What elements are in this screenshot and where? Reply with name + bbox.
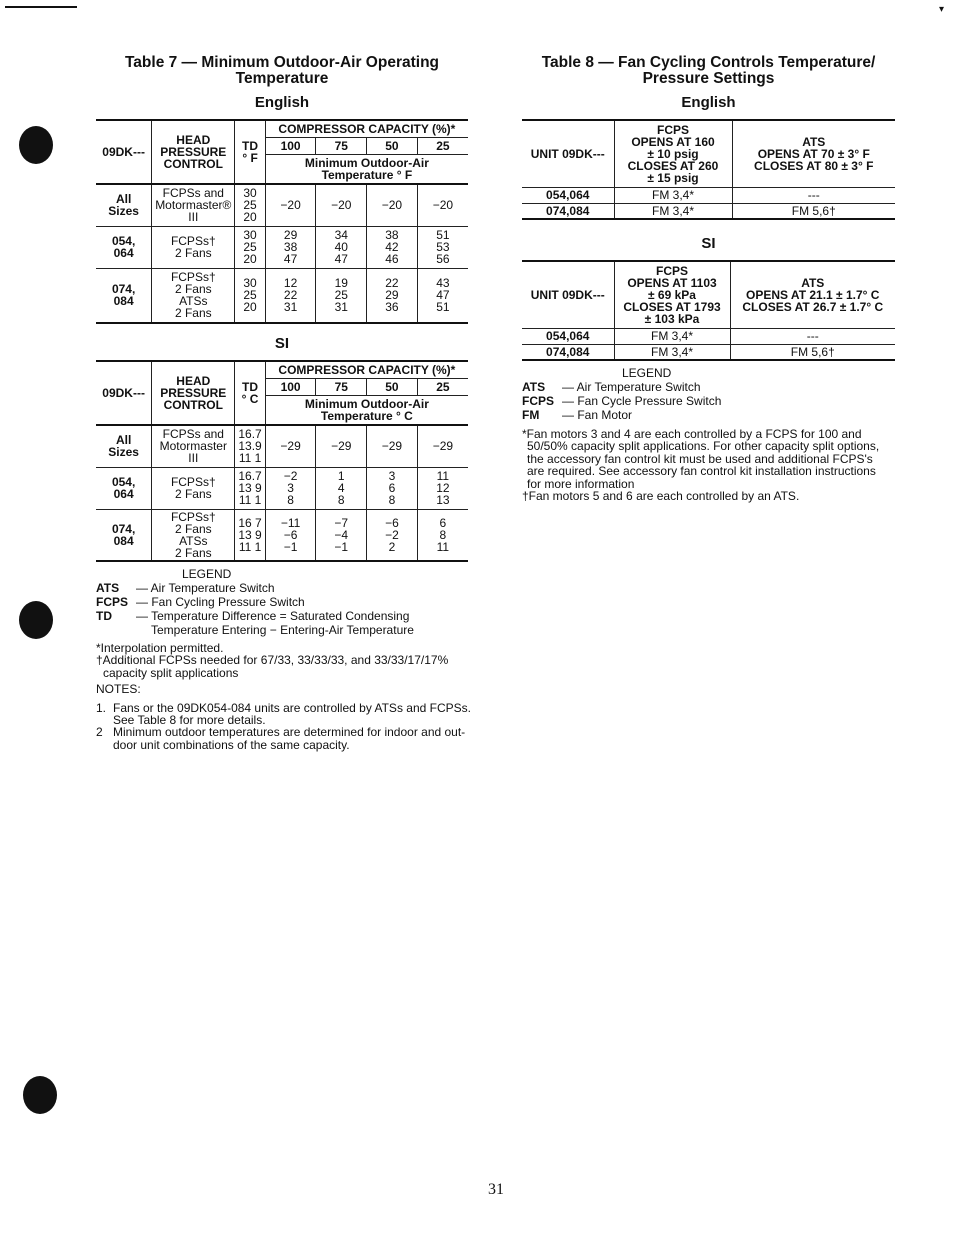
cell-control: [152, 467, 235, 509]
table8-legend: [522, 366, 895, 422]
cell-line: 074,: [111, 521, 136, 536]
cell-line: 47: [283, 252, 298, 266]
header-line: Minimum Outdoor-Air: [304, 155, 429, 170]
cell-unit: [96, 509, 152, 561]
cell-line: III: [188, 451, 199, 466]
cell-line: Sizes: [108, 445, 139, 460]
cell-td: [235, 184, 265, 226]
header-line: TD: [242, 139, 259, 153]
col-header-td: [235, 361, 265, 425]
legend-desc: — Air Temperature Switch: [136, 581, 275, 595]
cell-line: −11: [280, 515, 301, 530]
cell-line: ATSs: [179, 294, 208, 309]
table7-si: [96, 360, 468, 562]
cell-line: ATSs: [179, 533, 208, 548]
table-row: [96, 467, 468, 509]
table-row: [96, 184, 468, 226]
cell-value: [316, 226, 367, 268]
table8-legend-title: LEGEND: [622, 366, 672, 380]
cell-value: [367, 184, 418, 226]
cell-line: 3: [388, 469, 396, 483]
table7-english-label: English: [254, 94, 310, 111]
legend-desc: — Temperature Difference = Saturated Condensing: [136, 609, 410, 623]
table-row: [522, 187, 895, 203]
col-header-capacity-1: 75: [316, 378, 367, 395]
cell-line: 11 1: [238, 451, 262, 466]
col-header-unit: 09DK---: [96, 120, 152, 184]
cell-line: 064: [113, 487, 134, 501]
legend-td-continued: Temperature Entering − Entering-Air Temperature: [151, 623, 414, 637]
col-header-capacity-2: 50: [367, 137, 418, 154]
cell-line: 20: [243, 252, 257, 266]
cell-value: [316, 467, 367, 509]
cell-unit: 054,064: [522, 328, 614, 344]
cell-line: 2 Fans: [174, 545, 212, 560]
legend-key: FCPS: [96, 595, 129, 609]
col-header-min-oat: [265, 395, 468, 425]
cell-line: 2 Fans: [174, 487, 212, 501]
cell-line: ATS: [801, 275, 825, 290]
cell-line: FCPS: [656, 122, 689, 137]
note-2-line1: Minimum outdoor temperatures are determined for indoor and out-: [113, 725, 466, 740]
cell-ats: FM 5,6†: [730, 344, 895, 360]
table7-title-line2: Temperature: [235, 70, 329, 87]
cell-value: [265, 425, 316, 467]
cell-value: [265, 184, 316, 226]
cell-line: −4: [334, 527, 349, 542]
cell-line: 25: [243, 288, 257, 303]
legend-desc: — Fan Cycling Pressure Switch: [136, 595, 305, 609]
cell-line: 31: [334, 300, 348, 315]
footnote-fan-motors-3-4-cont: for more information: [527, 476, 635, 491]
cell-line: −29: [331, 439, 352, 454]
col-header-capacity-3: 25: [417, 378, 468, 395]
cell-line: 2 Fans: [174, 306, 212, 321]
cell-fcps: FM 3,4*: [614, 187, 732, 203]
page-number: 31: [488, 1181, 504, 1198]
cell-line: 8: [388, 493, 396, 507]
cell-fcps: FM 3,4*: [614, 344, 730, 360]
cell-unit: 054,064: [522, 187, 614, 203]
footnote-interpolation: *Interpolation permitted.: [96, 641, 224, 655]
cell-value: [316, 425, 367, 467]
header-line: Temperature ° F: [321, 167, 413, 182]
cell-line: 11 1: [238, 493, 262, 507]
col-header-fcps: [614, 120, 732, 187]
col-header-unit: UNIT 09DK---: [522, 261, 614, 328]
cell-line: FCPSs and: [162, 427, 224, 442]
col-header-capacity-0: 100: [265, 378, 316, 395]
legend-desc: — Fan Cycle Pressure Switch: [562, 394, 722, 408]
cell-line: 2 Fans: [174, 282, 212, 297]
cell-control: [152, 268, 235, 323]
cell-value: [417, 268, 468, 323]
legend-key: ATS: [522, 380, 546, 394]
cell-value: [367, 226, 418, 268]
cell-line: 36: [385, 300, 399, 315]
col-header-td: [235, 120, 265, 184]
header-rule: [5, 6, 77, 8]
cell-line: 51: [436, 300, 450, 315]
col-header-fcps: [614, 261, 730, 328]
cell-line: CLOSES AT 80 ± 3° F: [754, 158, 874, 173]
cell-td: [235, 467, 265, 509]
table7-legend-ats: [96, 581, 468, 595]
table8-title-line2: Pressure Settings: [642, 70, 775, 87]
footnote-fan-motors-3-4-cont: are required. See accessory fan control kit installation instructions: [527, 464, 876, 479]
note-1: [96, 702, 471, 727]
cell-line: −20: [432, 198, 454, 213]
cell-line: 56: [436, 252, 450, 266]
corner-mark: ▾: [938, 4, 944, 15]
cell-line: 16.7: [238, 469, 262, 483]
table8-legend-fcps: [522, 394, 895, 408]
cell-unit: 074,084: [522, 344, 614, 360]
table8-si-label: SI: [701, 235, 716, 252]
cell-control: [152, 184, 235, 226]
cell-value: [316, 268, 367, 323]
cell-line: 20: [243, 210, 257, 225]
cell-td: [235, 509, 265, 561]
cell-control: [152, 226, 235, 268]
cell-value: [265, 268, 316, 323]
col-header-capacity-2: 50: [367, 378, 418, 395]
cell-line: Motormaster®: [155, 198, 232, 213]
table-row: [96, 226, 468, 268]
cell-td: [235, 425, 265, 467]
table8-si: [522, 260, 895, 361]
table7-title: [96, 55, 468, 87]
cell-control: [152, 509, 235, 561]
col-header-ats: [732, 120, 895, 187]
legend-desc: — Fan Motor: [562, 408, 633, 422]
cell-line: −1: [283, 539, 298, 554]
cell-line: −20: [331, 198, 352, 213]
table7-legend-title: LEGEND: [182, 567, 232, 581]
cell-line: OPENS AT 160: [631, 134, 715, 149]
cell-line: Sizes: [108, 204, 139, 219]
notes-title: NOTES:: [96, 682, 141, 697]
table7-si-label: SI: [274, 335, 290, 352]
cell-value: [316, 509, 367, 561]
table8-legend-ats: [522, 380, 895, 394]
cell-line: OPENS AT 70 ± 3° F: [757, 146, 870, 161]
table7-legend-fcps: [96, 595, 468, 609]
cell-line: 22: [385, 276, 399, 291]
cell-line: 34: [334, 228, 348, 242]
cell-td: [235, 268, 265, 323]
table8-legend-fm: [522, 408, 895, 422]
cell-line: −29: [432, 439, 454, 454]
cell-line: 46: [385, 252, 399, 266]
cell-line: FCPSs†: [170, 509, 216, 524]
cell-line: 30: [243, 186, 257, 201]
cell-line: FCPS: [655, 263, 688, 278]
cell-line: ± 15 psig: [647, 170, 699, 185]
cell-line: 40: [334, 240, 348, 254]
table7-footnotes: [96, 642, 471, 751]
cell-control: [152, 425, 235, 467]
cell-line: 51: [436, 228, 450, 242]
cell-line: FCPSs†: [170, 475, 216, 489]
cell-line: 8: [439, 527, 447, 542]
footnote-fan-motors-5-6: †Fan motors 5 and 6 are each controlled by an ATS.: [522, 489, 800, 504]
cell-line: 13: [436, 493, 450, 507]
cell-line: FCPSs†: [170, 270, 216, 285]
cell-line: 2 Fans: [174, 246, 212, 260]
legend-key: FCPS: [522, 394, 555, 408]
note-1-line2: See Table 8 for more details.: [113, 713, 266, 728]
cell-line: 8: [337, 493, 345, 507]
cell-line: All: [115, 433, 132, 448]
note-2: [96, 726, 471, 751]
legend-key: TD: [96, 609, 112, 623]
header-line: PRESSURE: [160, 386, 227, 400]
col-header-unit: UNIT 09DK---: [522, 120, 614, 187]
cell-line: 30: [243, 228, 257, 242]
cell-line: −20: [381, 198, 403, 213]
cell-line: −6: [385, 515, 399, 530]
footnote-fan-motors-3-4-cont: the accessory fan control kit must be used and additional FCPS's: [527, 451, 873, 466]
cell-value: [316, 184, 367, 226]
cell-line: 084: [113, 294, 134, 309]
cell-line: CLOSES AT 1793: [623, 299, 721, 314]
cell-fcps: FM 3,4*: [614, 328, 730, 344]
note-text: [113, 702, 471, 727]
header-line: Minimum Outdoor-Air: [304, 396, 429, 411]
table-row: [96, 425, 468, 467]
cell-line: CLOSES AT 260: [627, 158, 719, 173]
cell-line: −7: [334, 515, 349, 530]
cell-line: −1: [334, 539, 349, 554]
cell-value: [367, 425, 418, 467]
cell-unit: 074,084: [522, 203, 614, 219]
cell-line: ± 10 psig: [647, 146, 699, 161]
cell-line: 43: [436, 276, 450, 291]
cell-line: 054,: [111, 475, 136, 489]
cell-line: 20: [243, 300, 257, 315]
header-line: CONTROL: [163, 157, 223, 171]
table-row: [522, 344, 895, 360]
cell-unit: [96, 467, 152, 509]
cell-value: [417, 509, 468, 561]
cell-line: −6: [283, 527, 298, 542]
cell-line: 6: [439, 515, 447, 530]
cell-line: 13 9: [238, 527, 262, 542]
table7-legend-td: [96, 609, 468, 623]
table8-english: [522, 119, 895, 220]
cell-line: ± 103 kPa: [644, 311, 700, 326]
table8-title-line1: Table 8 — Fan Cycling Controls Temperature/: [541, 54, 876, 71]
cell-value: [265, 226, 316, 268]
cell-value: [417, 184, 468, 226]
cell-line: 31: [283, 300, 298, 315]
binder-hole-top: [19, 126, 53, 164]
note-2-line2: door unit combinations of the same capacity.: [113, 737, 350, 752]
cell-line: 054,: [111, 234, 136, 248]
table-row: [522, 203, 895, 219]
col-header-compressor-capacity: COMPRESSOR CAPACITY (%)*: [265, 120, 468, 137]
cell-value: [367, 467, 418, 509]
col-header-capacity-0: 100: [265, 137, 316, 154]
col-header-head-pressure: [152, 120, 235, 184]
note-number: 2: [96, 725, 103, 740]
cell-line: 11: [436, 539, 450, 554]
footnote-fan-motors-3-4: *Fan motors 3 and 4 are each controlled by a FCPS for 100 and: [522, 427, 862, 441]
binder-hole-middle: [19, 601, 53, 639]
cell-line: 11 1: [238, 539, 262, 554]
cell-line: 6: [388, 481, 396, 495]
cell-line: 4: [337, 481, 345, 495]
table8-title: [522, 55, 895, 87]
cell-unit: [96, 425, 152, 467]
header-line: CONTROL: [163, 398, 223, 412]
cell-line: 38: [283, 240, 298, 254]
table8-footnotes: [522, 428, 897, 502]
cell-ats: ---: [730, 328, 895, 344]
cell-line: 11: [436, 469, 450, 483]
cell-line: −29: [381, 439, 403, 454]
legend-key: FM: [522, 408, 540, 422]
note-1-line1: Fans or the 09DK054-084 units are controlled by ATSs and FCPSs.: [113, 700, 471, 715]
header-line: HEAD: [176, 133, 211, 147]
header-line: TD: [242, 380, 259, 394]
cell-line: 19: [334, 276, 348, 291]
cell-line: 29: [283, 228, 298, 242]
cell-line: −29: [280, 439, 301, 454]
legend-desc: — Air Temperature Switch: [562, 380, 701, 394]
cell-line: OPENS AT 1103: [627, 275, 717, 290]
note-number: 1.: [96, 700, 107, 715]
cell-line: 12: [283, 276, 298, 291]
cell-line: 38: [385, 228, 399, 242]
cell-line: All: [115, 192, 132, 207]
cell-line: 12: [436, 481, 450, 495]
cell-line: 25: [243, 198, 257, 213]
col-header-capacity-3: 25: [417, 137, 468, 154]
cell-line: Motormaster: [159, 439, 227, 454]
table7-legend: [96, 567, 468, 637]
cell-line: CLOSES AT 26.7 ± 1.7° C: [742, 299, 884, 314]
cell-line: 2 Fans: [174, 521, 212, 536]
cell-line: 22: [283, 288, 298, 303]
col-header-min-oat: [265, 154, 468, 184]
header-line: PRESSURE: [160, 145, 227, 159]
cell-value: [417, 226, 468, 268]
cell-line: −20: [280, 198, 301, 213]
cell-line: ATS: [802, 134, 826, 149]
cell-ats: FM 5,6†: [732, 203, 895, 219]
cell-line: FCPSs and: [162, 186, 224, 201]
table-row: [96, 268, 468, 323]
note-text: [113, 726, 465, 751]
cell-ats: ---: [732, 187, 895, 203]
cell-line: ± 69 kPa: [648, 287, 696, 302]
cell-unit: [96, 184, 152, 226]
cell-line: 29: [385, 288, 399, 303]
cell-line: 25: [243, 240, 257, 254]
cell-line: OPENS AT 21.1 ± 1.7° C: [746, 287, 880, 302]
header-line: HEAD: [176, 374, 211, 388]
cell-line: 084: [113, 533, 134, 548]
cell-line: 3: [287, 481, 294, 495]
cell-fcps: FM 3,4*: [614, 203, 732, 219]
header-line: Temperature ° C: [320, 408, 413, 423]
footnote-fan-motors-3-4-cont: 50/50% capacity split applications. For other capacity split options,: [527, 439, 880, 454]
col-header-compressor-capacity: COMPRESSOR CAPACITY (%)*: [265, 361, 468, 378]
binder-hole-bottom: [23, 1076, 57, 1114]
cell-line: 13.9: [238, 439, 262, 454]
cell-value: [367, 509, 418, 561]
col-header-ats: [730, 261, 895, 328]
cell-unit: [96, 268, 152, 323]
cell-line: 25: [334, 288, 348, 303]
cell-td: [235, 226, 265, 268]
cell-line: 53: [436, 240, 450, 254]
table-row: [96, 509, 468, 561]
cell-value: [265, 467, 316, 509]
cell-line: 13 9: [238, 481, 262, 495]
cell-line: 8: [287, 493, 294, 507]
cell-value: [417, 425, 468, 467]
footnote-additional-fcps-cont: capacity split applications: [103, 665, 239, 680]
cell-line: 16 7: [238, 515, 262, 530]
cell-line: 30: [243, 276, 257, 291]
table8-english-label: English: [681, 94, 736, 111]
col-header-head-pressure: [152, 361, 235, 425]
cell-line: III: [188, 210, 199, 225]
table-row: [522, 328, 895, 344]
col-header-capacity-1: 75: [316, 137, 367, 154]
header-line: ° F: [242, 151, 258, 165]
col-header-unit: 09DK---: [96, 361, 152, 425]
header-line: ° C: [241, 392, 259, 406]
cell-line: 47: [334, 252, 348, 266]
cell-line: 064: [113, 246, 134, 260]
cell-line: 074,: [111, 282, 136, 297]
legend-key: ATS: [96, 581, 120, 595]
cell-line: 1: [337, 469, 345, 483]
table7-english: [96, 119, 468, 324]
footnote-additional-fcps: †Additional FCPSs needed for 67/33, 33/33/33, and 33/33/17/17%: [96, 653, 449, 668]
cell-unit: [96, 226, 152, 268]
cell-line: 2: [388, 539, 396, 554]
cell-line: FCPSs†: [170, 234, 216, 248]
cell-line: −2: [283, 469, 298, 483]
cell-line: 42: [385, 240, 399, 254]
cell-value: [265, 509, 316, 561]
cell-line: 47: [436, 288, 450, 303]
cell-value: [417, 467, 468, 509]
table7-title-line1: Table 7 — Minimum Outdoor-Air Operating: [124, 54, 440, 71]
cell-value: [367, 268, 418, 323]
cell-line: 16.7: [238, 427, 262, 442]
cell-line: −2: [385, 527, 399, 542]
